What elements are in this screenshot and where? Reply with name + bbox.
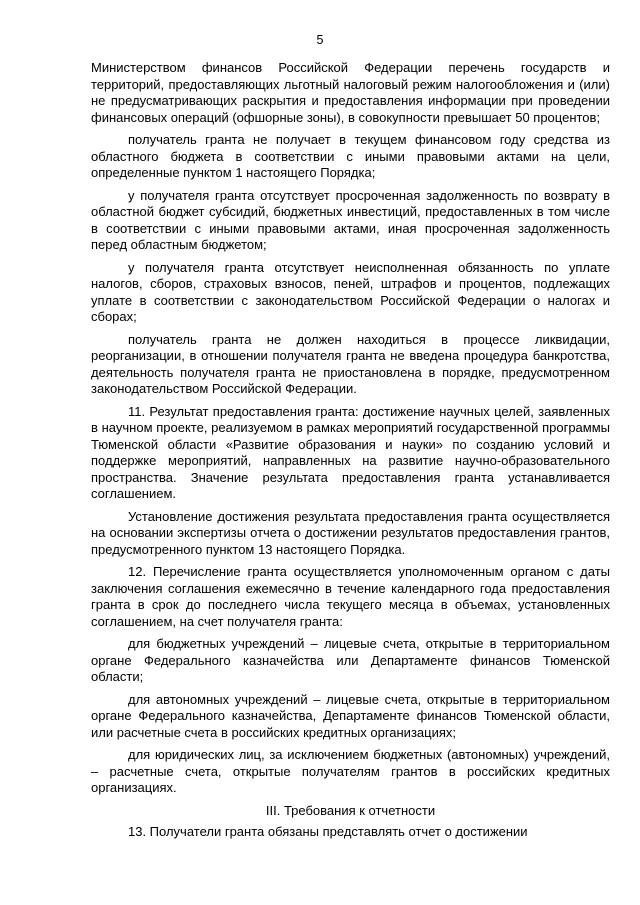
- section-heading: III. Требования к отчетности: [265, 802, 436, 818]
- page-number: 5: [316, 33, 324, 47]
- paragraph-no-overdue-debt: у получателя гранта отсутствует просроченная задолженность по возврату в областной бюджет субсидий, бюджетных инвестиций, предоставленных в том числе в соответствии с иными правовыми актами, иная просроченная задолженность перед областным бюджетом;: [91, 187, 610, 252]
- paragraph-item-13: 13. Получатели гранта обязаны представлять отчет о достижении: [128, 824, 528, 839]
- paragraph-no-liquidation: получатель гранта не должен находиться в процессе ликвидации, реорганизации, в отношении получателя гранта не введена процедура банкротства, деятельность получателя гранта не приостановлена в порядке, предусмотренном законодательством Российской Федерации.: [91, 331, 610, 396]
- paragraph-offshore-continuation: Министерством финансов Российской Федерации перечень государств и территорий, предоставляющих льготный налоговый режим налогообложения и (или) не предусматривающих раскрытия и предоставления информации при проведении финансовых операций (офшорные зоны), в совокупности превышает 50 процентов;: [91, 60, 610, 125]
- paragraph-item-12: 12. Перечисление гранта осуществляется уполномоченным органом с даты заключения соглашения ежемесячно в течение календарного года предоставления гранта в срок до последнего числа текущего месяца в объемах, установленных соглашением, на счет получателя гранта:: [91, 564, 610, 629]
- paragraph-no-tax-arrears: у получателя гранта отсутствует неисполненная обязанность по уплате налогов, сборов, страховых взносов, пеней, штрафов и процентов, подлежащих уплате в соответствии с законодательством Российской Федерации о налогах и сборах;: [91, 259, 610, 324]
- paragraph-autonomous-institutions: для автономных учреждений – лицевые счета, открытые в территориальном органе Федерального казначейства, Департаменте финансов Тюменской области, или расчетные счета в российских кредитных организациях;: [91, 691, 610, 740]
- paragraph-no-other-funding: получатель гранта не получает в текущем финансовом году средства из областного бюджета в соответствии с иными правовыми актами на цели, определенные пунктом 1 настоящего Порядка;: [91, 132, 610, 180]
- paragraph-budget-institutions: для бюджетных учреждений – лицевые счета, открытые в территориальном органе Федерального казначейства или Департаменте финансов Тюменской области;: [91, 636, 610, 684]
- paragraph-result-assessment: Установление достижения результата предоставления гранта осуществляется на основании экспертизы отчета о достижении результатов предоставления грантов, предусмотренного пунктом 13 настоящего Порядка.: [91, 508, 610, 557]
- document-body: [91, 60, 610, 847]
- paragraph-legal-entities: для юридических лиц, за исключением бюджетных (автономных) учреждений, – расчетные счета, открытые получателям грантов в российских кредитных организациях.: [91, 747, 610, 795]
- paragraph-item-11: 11. Результат предоставления гранта: достижение научных целей, заявленных в научном проекте, реализуемом в рамках мероприятий государственной программы Тюменской области «Развитие образования и науки» по созданию условий и поддержке мероприятий, направленных на развитие научно-образовательного пространства. Значение результата предоставления гранта устанавливается соглашением.: [91, 403, 610, 501]
